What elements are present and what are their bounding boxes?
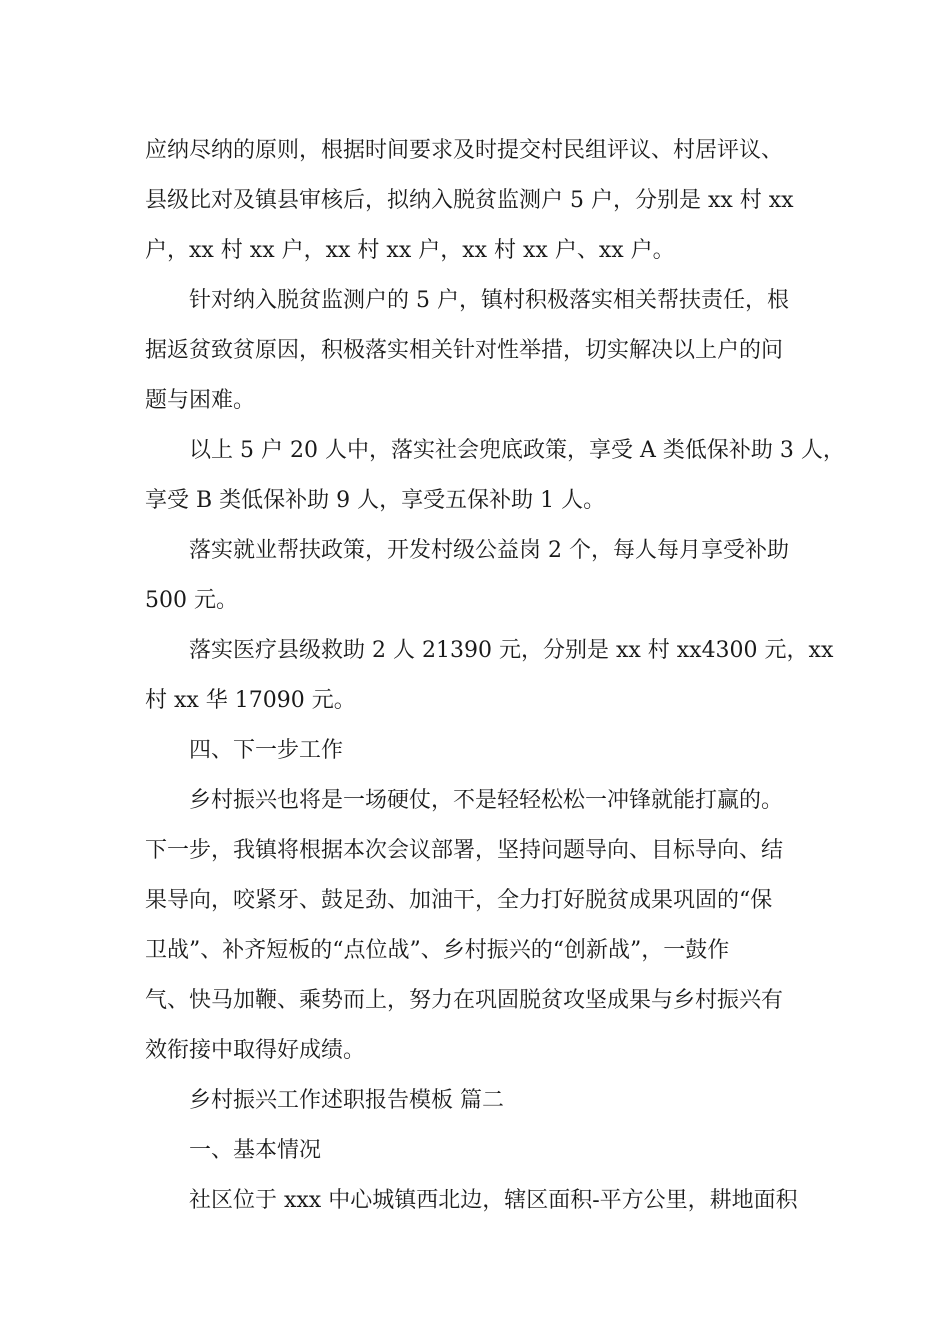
text-line: 村 xx 华 17090 元。 [145, 688, 356, 713]
paragraph-2 [145, 276, 810, 426]
paragraph-1 [145, 126, 810, 276]
text-line: 县级比对及镇县审核后，拟纳入脱贫监测户 5 户，分别是 xx 村 xx [145, 188, 794, 213]
text-line: 以上 5 户 20 人中，落实社会兜底政策，享受 A 类低保补助 3 人， [189, 438, 845, 463]
heading-text: 乡村振兴工作述职报告模板 篇二 [189, 1088, 504, 1113]
text-line: 乡村振兴也将是一场硬仗，不是轻轻松松一冲锋就能打赢的。 [189, 788, 784, 813]
text-line: 享受 B 类低保补助 9 人，享受五保补助 1 人。 [145, 488, 606, 513]
paragraph-10 [145, 1176, 810, 1226]
text-line: 卫战”、补齐短板的“点位战”、乡村振兴的“创新战”，一鼓作 [145, 938, 730, 963]
text-line: 下一步，我镇将根据本次会议部署，坚持问题导向、目标导向、结 [145, 838, 784, 863]
text-line: 据返贫致贫原因，积极落实相关针对性举措，切实解决以上户的问 [145, 338, 784, 363]
text-line: 针对纳入脱贫监测户的 5 户，镇村积极落实相关帮扶责任，根 [189, 288, 789, 313]
section-heading-basic-info [145, 1126, 810, 1176]
section-title-part-two [145, 1076, 810, 1126]
text-line: 社区位于 xxx 中心城镇西北边，辖区面积-平方公里，耕地面积 [189, 1188, 798, 1213]
text-line: 效衔接中取得好成绩。 [145, 1038, 366, 1063]
text-line: 500 元。 [145, 588, 238, 613]
heading-text: 一、基本情况 [189, 1138, 322, 1163]
text-line: 落实就业帮扶政策，开发村级公益岗 2 个，每人每月享受补助 [189, 538, 789, 563]
text-line: 应纳尽纳的原则，根据时间要求及时提交村民组评议、村居评议、 [145, 138, 784, 163]
text-line: 题与困难。 [145, 388, 256, 413]
text-line: 气、快马加鞭、乘势而上，努力在巩固脱贫攻坚成果与乡村振兴有 [145, 988, 784, 1013]
section-heading-next-steps [145, 726, 810, 776]
document-body [145, 126, 845, 1226]
heading-text: 四、下一步工作 [189, 738, 344, 763]
paragraph-7 [145, 776, 810, 1076]
paragraph-3 [145, 426, 845, 526]
paragraph-5 [145, 626, 834, 726]
text-line: 落实医疗县级救助 2 人 21390 元，分别是 xx 村 xx4300 元，xx [189, 638, 834, 663]
text-line: 户，xx 村 xx 户，xx 村 xx 户，xx 村 xx 户、xx 户。 [145, 238, 675, 263]
paragraph-4 [145, 526, 810, 626]
text-line: 果导向，咬紧牙、鼓足劲、加油干，全力打好脱贫成果巩固的“保 [145, 888, 773, 913]
